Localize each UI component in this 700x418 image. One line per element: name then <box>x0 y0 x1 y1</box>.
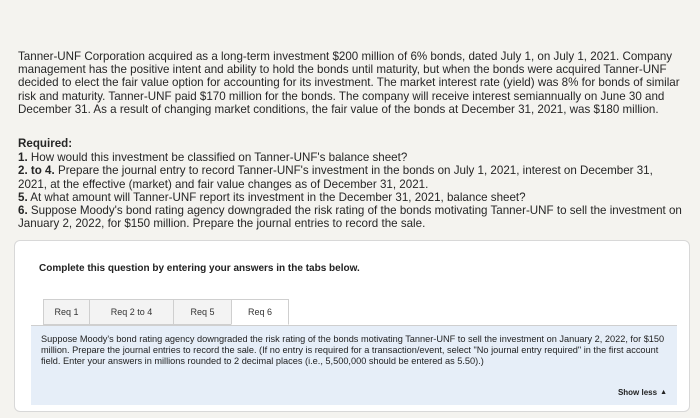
required-item-number: 6. <box>18 204 28 218</box>
tab-req-6[interactable]: Req 6 <box>231 299 289 325</box>
problem-statement <box>18 50 682 116</box>
required-item-2-4 <box>18 164 682 190</box>
required-item-number: 5. <box>18 190 28 204</box>
required-section <box>18 137 682 230</box>
required-item-1 <box>18 151 682 164</box>
tab-req-2-to-4[interactable]: Req 2 to 4 <box>89 299 173 325</box>
required-item-number: 2. to 4. <box>18 164 55 178</box>
answer-card <box>14 240 690 412</box>
required-heading: Required: <box>18 137 73 150</box>
requirement-tabs <box>43 299 289 325</box>
required-item-text: Suppose Moody's bond rating agency downgraded the risk rating of the bonds motivating Tanner-UNF to sell the investment on January 2, 2022, for $150 million. Prepare the journal entries to record the sale. <box>18 204 682 231</box>
required-item-text: At what amount will Tanner-UNF report its investment in the December 31, 2021, balance sheet? <box>27 190 526 204</box>
instruction-text: Complete this question by entering your answers in the tabs below. <box>39 263 360 274</box>
show-less-label: Show less <box>617 388 658 397</box>
show-less-button[interactable] <box>618 388 667 397</box>
required-item-text: How would this investment be classified on Tanner-UNF's balance sheet? <box>27 151 408 165</box>
required-item-number: 1. <box>18 151 28 165</box>
tab-req-5[interactable]: Req 5 <box>173 299 231 325</box>
required-item-5 <box>18 191 682 204</box>
tab-panel <box>31 325 677 405</box>
required-item-text: Prepare the journal entry to record Tanner-UNF's investment in the bonds on July 1, 2021, interest on December 31, 2021, at the effective (market) and fair value changes as of December 31, 2021. <box>18 164 653 191</box>
required-item-6 <box>18 204 682 230</box>
problem-paragraph: Tanner-UNF Corporation acquired as a long-term investment $200 million of 6% bonds, dated July 1, on July 1, 2021. Company management has the positive intent and ability to hold the bonds until maturity, but when the bonds were acquired Tanner-UNF decided to elect the fair value option for accounting for its investment. The market interest rate (yield) was 8% for bonds of similar risk and maturity. Tanner-UNF paid $170 million for the bonds. The company will receive interest semiannually on June 30 and December 31. As a result of changing market conditions, the fair value of the bonds at December 31, 2021, was $180 million. <box>18 50 680 116</box>
panel-instructions: Suppose Moody's bond rating agency downgraded the risk rating of the bonds motivating Tanner-UNF to sell the investment on January 2, 2022, for $150 million. Prepare the journal entries to record the sale. (If no entry is required for a transaction/event, select "No journal entry required" in the first account field. Enter your answers in millions rounded to 2 decimal places (i.e., 5,500,000 should be entered as 5.50).) <box>41 334 665 367</box>
tab-req-1[interactable]: Req 1 <box>43 299 89 325</box>
caret-up-icon: ▲ <box>660 389 667 396</box>
